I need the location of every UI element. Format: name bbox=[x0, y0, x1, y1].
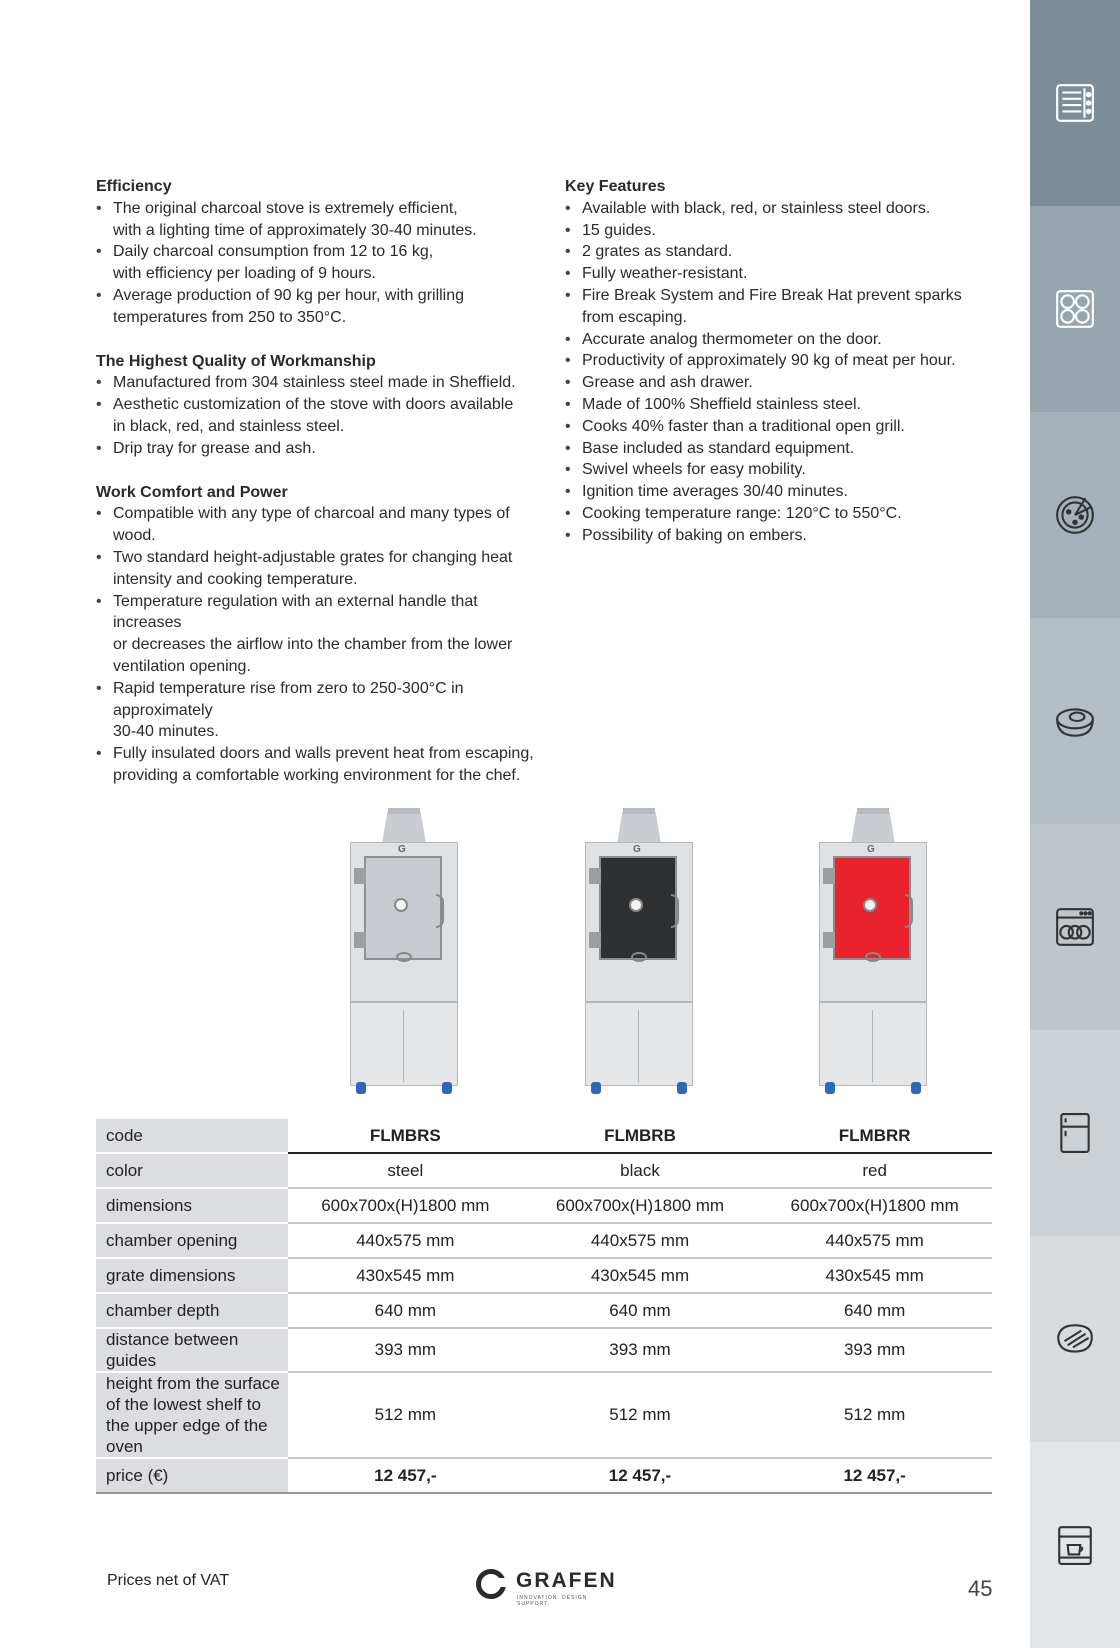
thermometer-icon bbox=[629, 898, 643, 912]
list-item: • 15 guides. bbox=[565, 220, 965, 242]
list-item: • Manufactured from 304 stainless steel made in Sheffield. bbox=[96, 372, 536, 394]
row-label: color bbox=[96, 1153, 288, 1188]
table-row bbox=[96, 1258, 992, 1293]
cell-value: red bbox=[757, 1153, 992, 1188]
oven-base bbox=[585, 1002, 693, 1086]
cell-value: 393 mm bbox=[523, 1328, 758, 1372]
list-item: • Drip tray for grease and ash. bbox=[96, 438, 536, 460]
list-item: • Aesthetic customization of the stove with doors available in black, red, and stainless steel. bbox=[96, 394, 536, 438]
list-item: • Cooks 40% faster than a traditional open grill. bbox=[565, 416, 965, 438]
door-hinge bbox=[823, 868, 835, 884]
wheel-icon bbox=[825, 1082, 835, 1094]
cell-value: 12 457,- bbox=[288, 1458, 523, 1493]
cell-value: 440x575 mm bbox=[288, 1223, 523, 1258]
wheel-icon bbox=[911, 1082, 921, 1094]
list-item: • Compatible with any type of charcoal and many types of wood. bbox=[96, 503, 536, 547]
row-label: height from the surface of the lowest shelf to the upper edge of the oven bbox=[96, 1372, 288, 1458]
section-quality bbox=[96, 351, 536, 460]
list-item: • Possibility of baking on embers. bbox=[565, 525, 965, 547]
cell-value: FLMBRB bbox=[523, 1119, 758, 1153]
row-label: distance between guides bbox=[96, 1328, 288, 1372]
cooktop-icon bbox=[1054, 288, 1096, 330]
list-item: • Made of 100% Sheffield stainless steel. bbox=[565, 394, 965, 416]
table-row bbox=[96, 1223, 992, 1258]
right-column bbox=[565, 176, 965, 569]
cell-value: 512 mm bbox=[757, 1372, 992, 1458]
door-handle bbox=[436, 894, 444, 928]
row-label: code bbox=[96, 1119, 288, 1153]
row-label: chamber depth bbox=[96, 1293, 288, 1328]
table-row bbox=[96, 1372, 992, 1458]
section-title: Efficiency bbox=[96, 178, 172, 195]
cell-value: 393 mm bbox=[757, 1328, 992, 1372]
section-title: Work Comfort and Power bbox=[96, 483, 288, 501]
list-item: • Grease and ash drawer. bbox=[565, 372, 965, 394]
door-hinge bbox=[589, 932, 601, 948]
grafen-logo-icon bbox=[476, 1569, 506, 1599]
coffee-machine-icon bbox=[1054, 1524, 1096, 1566]
bowl-icon bbox=[1054, 700, 1096, 742]
cell-value: steel bbox=[288, 1153, 523, 1188]
list-item: • Two standard height-adjustable grates for changing heat intensity and cooking temperature. bbox=[96, 547, 536, 591]
thermometer-icon bbox=[863, 898, 877, 912]
cell-value: 512 mm bbox=[523, 1372, 758, 1458]
section-title: Key Features bbox=[565, 178, 666, 195]
product-image-black bbox=[581, 812, 697, 1092]
wheel-icon bbox=[591, 1082, 601, 1094]
cell-value: 640 mm bbox=[523, 1293, 758, 1328]
cell-value: 12 457,- bbox=[757, 1458, 992, 1493]
footer-note: Prices net of VAT bbox=[107, 1572, 230, 1589]
oven-base bbox=[819, 1002, 927, 1086]
dishwasher-icon bbox=[1054, 906, 1096, 948]
list-item: • Temperature regulation with an external handle that increases or decreases the airflow into the chamber from the lower ventilation opening. bbox=[96, 591, 536, 678]
cell-value: 640 mm bbox=[288, 1293, 523, 1328]
section-comfort bbox=[96, 482, 536, 787]
list-item: • The original charcoal stove is extremely efficient, with a lighting time of approximately 30-40 minutes. bbox=[96, 198, 536, 242]
steak-icon bbox=[1054, 1318, 1096, 1360]
list-item: • Fully insulated doors and walls prevent heat from escaping, providing a comfortable working environment for the chef. bbox=[96, 743, 536, 787]
list-item: • Ignition time averages 30/40 minutes. bbox=[565, 481, 965, 503]
pizza-icon bbox=[1054, 494, 1096, 536]
cell-value: 600x700x(H)1800 mm bbox=[757, 1188, 992, 1223]
cell-value: 393 mm bbox=[288, 1328, 523, 1372]
row-label: grate dimensions bbox=[96, 1258, 288, 1293]
sidebar-tab-coffee[interactable] bbox=[1030, 1442, 1120, 1648]
chimney bbox=[617, 812, 661, 844]
cell-value: 430x545 mm bbox=[523, 1258, 758, 1293]
chimney-cap bbox=[623, 808, 655, 814]
section-title: The Highest Quality of Workmanship bbox=[96, 352, 376, 370]
list-item: • Cooking temperature range: 120°C to 550°C. bbox=[565, 503, 965, 525]
table-row bbox=[96, 1328, 992, 1372]
brand-name: GRAFEN bbox=[516, 1569, 617, 1592]
sidebar-tab-dishwashers[interactable] bbox=[1030, 824, 1120, 1030]
chimney-cap bbox=[857, 808, 889, 814]
cell-value: 440x575 mm bbox=[757, 1223, 992, 1258]
door-handle bbox=[905, 894, 913, 928]
chimney bbox=[851, 812, 895, 844]
fridge-icon bbox=[1054, 1112, 1096, 1154]
cell-value: 512 mm bbox=[288, 1372, 523, 1458]
sidebar-tab-grills[interactable] bbox=[1030, 1236, 1120, 1442]
table-row bbox=[96, 1188, 992, 1223]
list-item: • 2 grates as standard. bbox=[565, 241, 965, 263]
sidebar-tab-bowls[interactable] bbox=[1030, 618, 1120, 824]
brand-logo bbox=[476, 1569, 616, 1605]
brand-logo-icon bbox=[631, 952, 647, 962]
door-hinge bbox=[354, 932, 366, 948]
section-efficiency bbox=[96, 176, 536, 329]
list-item: • Productivity of approximately 90 kg of meat per hour. bbox=[565, 350, 965, 372]
cell-value: 430x545 mm bbox=[288, 1258, 523, 1293]
table-row bbox=[96, 1153, 992, 1188]
oven-logo-mark: G bbox=[867, 844, 875, 855]
table-row bbox=[96, 1458, 992, 1493]
door-hinge bbox=[823, 932, 835, 948]
list-item: • Base included as standard equipment. bbox=[565, 438, 965, 460]
brand-logo-icon bbox=[396, 952, 412, 962]
table-row bbox=[96, 1119, 992, 1153]
cell-value: FLMBRS bbox=[288, 1119, 523, 1153]
row-label: price (€) bbox=[96, 1458, 288, 1493]
cell-value: 600x700x(H)1800 mm bbox=[523, 1188, 758, 1223]
door-hinge bbox=[354, 868, 366, 884]
sidebar-tab-refrigeration[interactable] bbox=[1030, 1030, 1120, 1236]
cell-value: 440x575 mm bbox=[523, 1223, 758, 1258]
brand-tagline: INNOVATION. DESIGN. SUPPORT. bbox=[517, 1595, 590, 1607]
oven-logo-mark: G bbox=[633, 844, 641, 855]
list-item: • Accurate analog thermometer on the door. bbox=[565, 329, 965, 351]
spec-table bbox=[96, 1119, 992, 1494]
cell-value: 600x700x(H)1800 mm bbox=[288, 1188, 523, 1223]
list-item: • Daily charcoal consumption from 12 to 16 kg, with efficiency per loading of 9 hours. bbox=[96, 241, 536, 285]
list-item: • Rapid temperature rise from zero to 250-300°C in approximately 30-40 minutes. bbox=[96, 678, 536, 743]
category-sidebar bbox=[1030, 0, 1120, 1649]
list-item: • Swivel wheels for easy mobility. bbox=[565, 459, 965, 481]
wheel-icon bbox=[442, 1082, 452, 1094]
cell-value: 640 mm bbox=[757, 1293, 992, 1328]
table-row bbox=[96, 1293, 992, 1328]
cell-value: black bbox=[523, 1153, 758, 1188]
product-image-red bbox=[815, 812, 931, 1092]
list-item: • Average production of 90 kg per hour, with grilling temperatures from 250 to 350°C. bbox=[96, 285, 536, 329]
cell-value: FLMBRR bbox=[757, 1119, 992, 1153]
brand-logo-icon bbox=[865, 952, 881, 962]
sidebar-tab-ovens[interactable] bbox=[1030, 0, 1120, 206]
product-image-steel bbox=[346, 812, 462, 1092]
thermometer-icon bbox=[394, 898, 408, 912]
chimney-cap bbox=[388, 808, 420, 814]
oven-base bbox=[350, 1002, 458, 1086]
row-label: dimensions bbox=[96, 1188, 288, 1223]
sidebar-tab-cooktops[interactable] bbox=[1030, 206, 1120, 412]
row-label: chamber opening bbox=[96, 1223, 288, 1258]
oven-logo-mark: G bbox=[398, 844, 406, 855]
base-door-split bbox=[638, 1010, 639, 1082]
list-item: • Fully weather-resistant. bbox=[565, 263, 965, 285]
left-column bbox=[96, 176, 536, 809]
base-door-split bbox=[403, 1010, 404, 1082]
chimney bbox=[382, 812, 426, 844]
list-item: • Available with black, red, or stainless steel doors. bbox=[565, 198, 965, 220]
section-key-features bbox=[565, 176, 965, 547]
cell-value: 12 457,- bbox=[523, 1458, 758, 1493]
door-hinge bbox=[589, 868, 601, 884]
door-handle bbox=[671, 894, 679, 928]
cell-value: 430x545 mm bbox=[757, 1258, 992, 1293]
list-item: • Fire Break System and Fire Break Hat prevent sparks from escaping. bbox=[565, 285, 965, 329]
wheel-icon bbox=[356, 1082, 366, 1094]
base-door-split bbox=[872, 1010, 873, 1082]
sidebar-tab-pizza[interactable] bbox=[1030, 412, 1120, 618]
oven-icon bbox=[1054, 82, 1096, 124]
page-number: 45 bbox=[968, 1576, 993, 1601]
wheel-icon bbox=[677, 1082, 687, 1094]
